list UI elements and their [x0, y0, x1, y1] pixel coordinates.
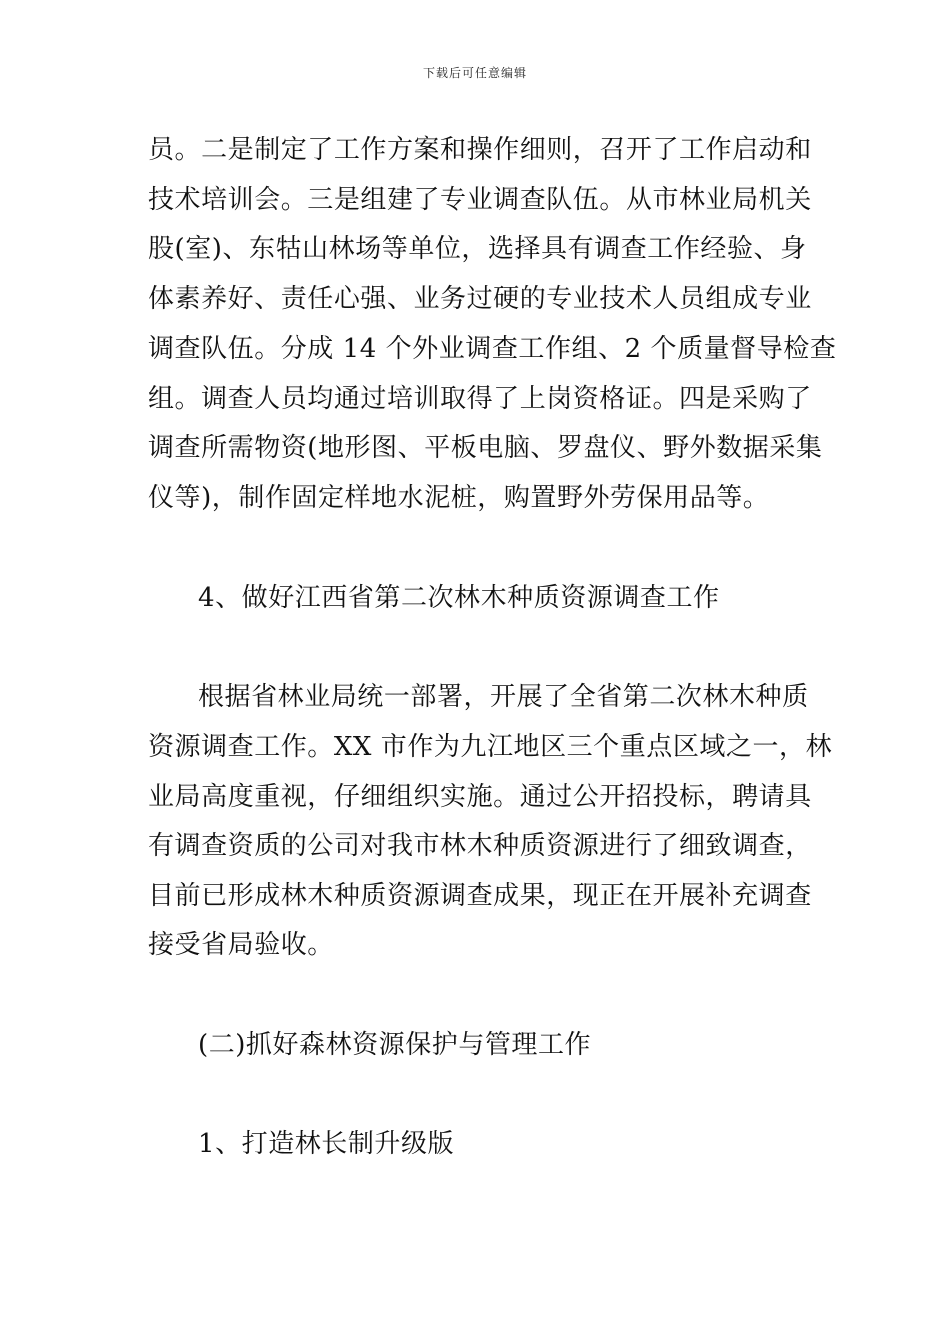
page-header-note: 下载后可任意编辑: [422, 66, 527, 80]
paragraph-line: 目前已形成林木种质资源调查成果，现正在开展补充调查: [148, 881, 812, 911]
heading-germplasm-survey: 4、做好江西省第二次林木种质资源调查工作: [198, 583, 720, 613]
paragraph-line: 组。调查人员均通过培训取得了上岗资格证。四是采购了: [148, 384, 812, 414]
paragraph-line: 业局高度重视，仔细组织实施。通过公开招投标，聘请具: [148, 782, 812, 812]
paragraph-line: 资源调查工作。XX 市作为九江地区三个重点区域之一，林: [148, 732, 833, 762]
paragraph-line: 体素养好、责任心强、业务过硬的专业技术人员组成专业: [148, 284, 812, 314]
paragraph-line: 技术培训会。三是组建了专业调查队伍。从市林业局机关: [148, 185, 812, 215]
paragraph-line: 员。二是制定了工作方案和操作细则，召开了工作启动和: [148, 135, 812, 165]
paragraph-line: 调查所需物资(地形图、平板电脑、罗盘仪、野外数据采集: [148, 433, 823, 463]
paragraph-line: 仪等)，制作固定样地水泥桩，购置野外劳保用品等。: [148, 483, 770, 513]
heading-forest-chief-system: 1、打造林长制升级版: [198, 1129, 455, 1159]
paragraph-line: 有调查资质的公司对我市林木种质资源进行了细致调查，: [148, 831, 812, 861]
heading-forest-protection: (二)抓好森林资源保护与管理工作: [198, 1030, 592, 1060]
paragraph-line: 接受省局验收。: [148, 930, 334, 960]
paragraph-line: 调查队伍。分成 14 个外业调查工作组、2 个质量督导检查: [148, 334, 837, 364]
paragraph-line: 股(室)、东牯山林场等单位，选择具有调查工作经验、身: [148, 234, 807, 264]
paragraph-line: 根据省林业局统一部署，开展了全省第二次林木种质: [198, 682, 809, 712]
